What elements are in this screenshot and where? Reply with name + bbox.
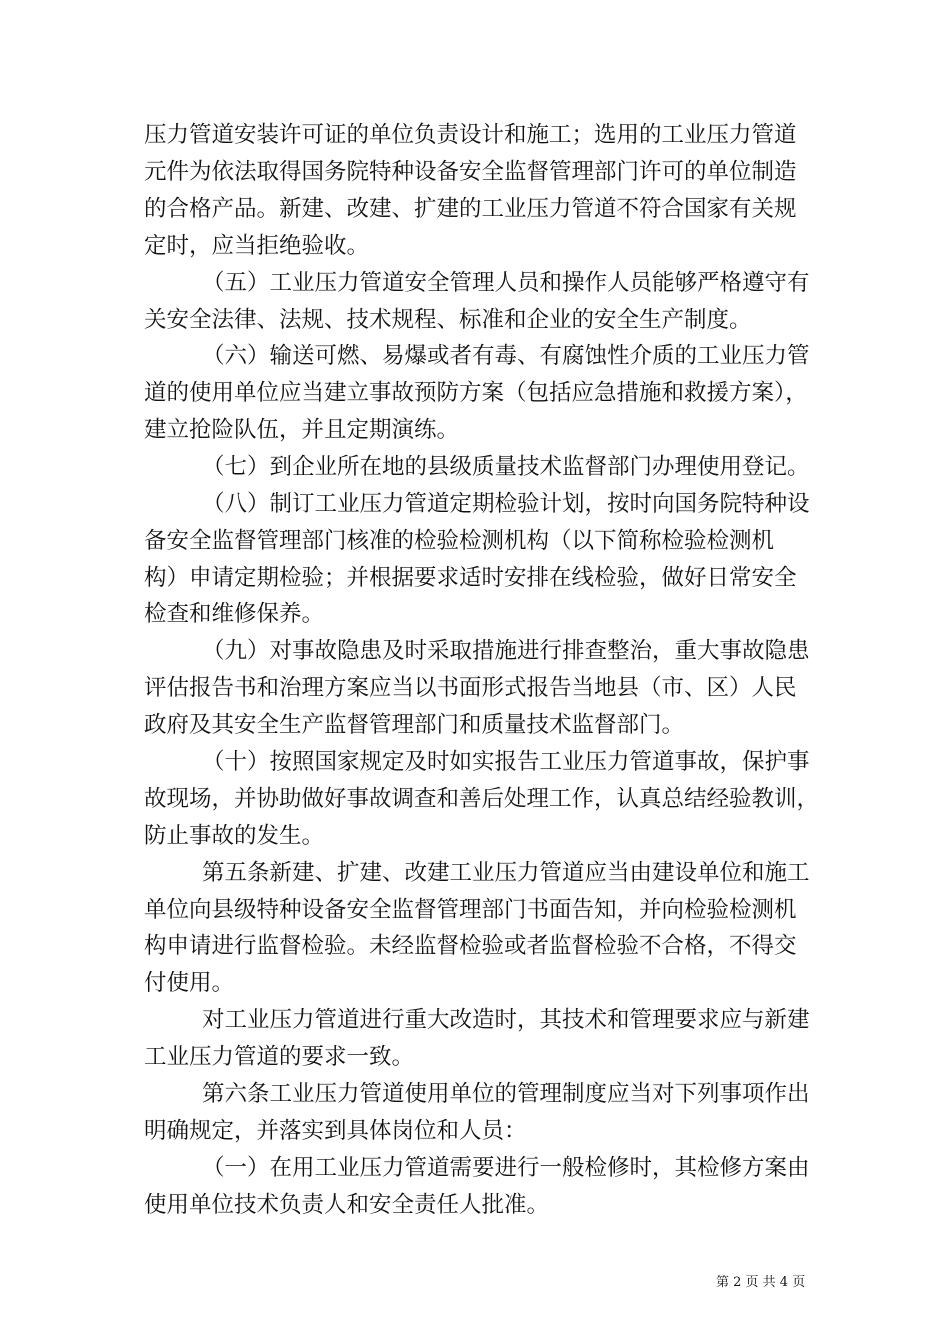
text-line: 明确规定，并落实到具体岗位和人员：: [144, 1118, 527, 1144]
text-line: 评估报告书和治理方案应当以书面形式报告当地县（市、区）人民: [144, 675, 797, 701]
text-line: 备安全监督管理部门核准的检验检测机构（以下简称检验检测机: [144, 528, 775, 554]
text-line: 道的使用单位应当建立事故预防方案（包括应急措施和救援方案），: [144, 380, 808, 406]
text-line: 构申请进行监督检验。未经监督检验或者监督检验不合格，不得交: [144, 933, 797, 959]
text-line: 元件为依法取得国务院特种设备安全监督管理部门许可的单位制造: [144, 159, 797, 185]
text-line: 关安全法律、法规、技术规程、标准和企业的安全生产制度。: [144, 307, 752, 333]
text-line: 压力管道安装许可证的单位负责设计和施工；选用的工业压力管道: [144, 122, 797, 148]
text-line: 使用单位技术负责人和安全责任人批准。: [144, 1192, 550, 1218]
text-line: 付使用。: [144, 970, 235, 996]
text-line: 防止事故的发生。: [144, 823, 325, 849]
text-line: 政府及其安全生产监督管理部门和质量技术监督部门。: [144, 712, 685, 738]
text-line: 第六条工业压力管道使用单位的管理制度应当对下列事项作出: [202, 1081, 810, 1107]
text-line: 对工业压力管道进行重大改造时，其技术和管理要求应与新建: [202, 1007, 810, 1033]
text-line: 检查和维修保养。: [144, 601, 325, 627]
text-line: 单位向县级特种设备安全监督管理部门书面告知，并向检验检测机: [144, 897, 797, 923]
page-number: 第 2 页 共 4 页: [716, 1275, 806, 1290]
text-line: （八）制订工业压力管道定期检验计划，按时向国务院特种设: [202, 491, 810, 517]
text-line: 定时，应当拒绝验收。: [144, 233, 370, 259]
text-line: 工业压力管道的要求一致。: [144, 1044, 415, 1070]
text-line: （六）输送可燃、易爆或者有毒、有腐蚀性介质的工业压力管: [202, 343, 810, 369]
text-line: 建立抢险队伍，并且定期演练。: [144, 417, 460, 443]
text-line: 的合格产品。新建、改建、扩建的工业压力管道不符合国家有关规: [144, 196, 797, 222]
text-line: （一）在用工业压力管道需要进行一般检修时，其检修方案由: [202, 1155, 810, 1181]
text-line: （七）到企业所在地的县级质量技术监督部门办理使用登记。: [202, 454, 810, 480]
text-line: 第五条新建、扩建、改建工业压力管道应当由建设单位和施工: [202, 860, 810, 886]
text-line: （十）按照国家规定及时如实报告工业压力管道事故，保护事: [202, 749, 810, 775]
text-line: （九）对事故隐患及时采取措施进行排查整治，重大事故隐患: [202, 638, 810, 664]
text-line: 构）申请定期检验；并根据要求适时安排在线检验，做好日常安全: [144, 565, 797, 591]
text-line: （五）工业压力管道安全管理人员和操作人员能够严格遵守有: [202, 270, 810, 296]
text-line: 故现场，并协助做好事故调查和善后处理工作，认真总结经验教训，: [144, 786, 820, 812]
